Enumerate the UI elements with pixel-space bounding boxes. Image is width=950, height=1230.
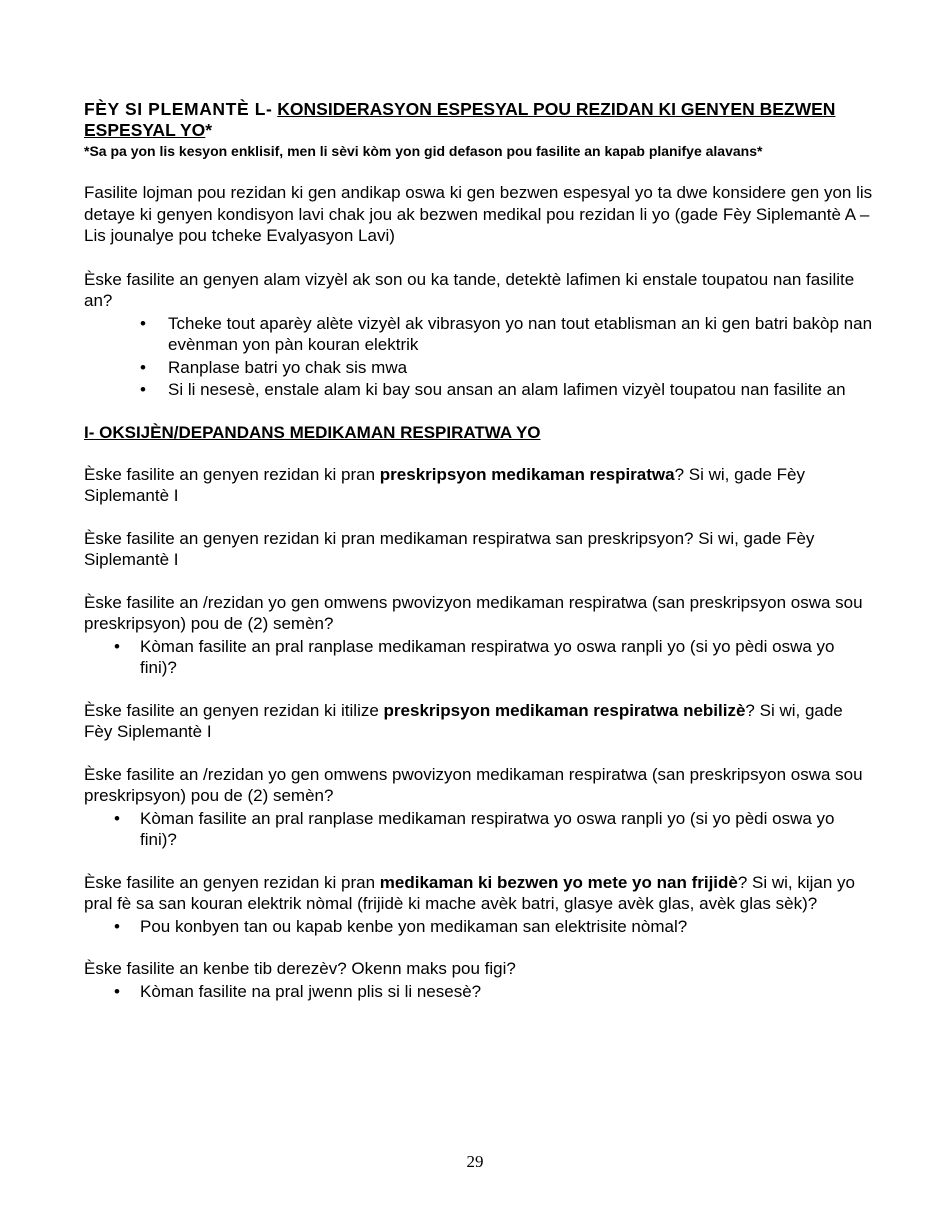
list-item [84, 981, 874, 1003]
section-heading: I- OKSIJÈN/DEPANDANS MEDIKAMAN RESPIRATWA YO [84, 422, 541, 442]
question-6 [84, 872, 874, 915]
list-item [84, 808, 874, 851]
question-text: ? Si wi, gade Fèy Siplemantè I [84, 700, 843, 741]
question-3: Èske fasilite an /rezidan yo gen omwens pwovizyon medikaman respiratwa (san preskripsyon oswa sou preskripsyon) pou de (2) semèn? [84, 592, 863, 633]
bullet-icon: • [140, 357, 146, 377]
bullet-icon: • [114, 916, 120, 936]
list-item [84, 916, 874, 938]
bullet-icon: • [140, 313, 146, 333]
list-item-text: Kòman fasilite na pral jwenn plis si li nesesè? [140, 981, 482, 1001]
bullet-icon: • [140, 380, 146, 399]
question-2: Èske fasilite an genyen rezidan ki pran medikaman respiratwa san preskripsyon? Si wi, gade Fèy Siplemantè I [84, 528, 815, 569]
question-text: Èske fasilite an genyen rezidan ki pran [84, 464, 380, 484]
list-item-text: Kòman fasilite an pral ranplase medikaman respiratwa yo oswa ranpli yo (si yo pèdi oswa yo fini)? [140, 808, 835, 849]
page-title [84, 99, 874, 141]
list-item-text: Pou konbyen tan ou kapab kenbe yon medikaman san elektrisite nòmal? [140, 916, 688, 936]
question-text: Èske fasilite an genyen rezidan ki itilize [84, 700, 384, 720]
question-bold-text: preskripsyon medikaman respiratwa nebilizè [383, 700, 746, 720]
list-item-text: Ranplase batri yo chak sis mwa [168, 357, 408, 377]
bullet-icon: • [114, 981, 120, 1001]
list-item [84, 313, 874, 356]
alarm-question: Èske fasilite an genyen alam vizyèl ak son ou ka tande, detektè lafimen ki enstale toupatou nan fasilite an? [84, 269, 855, 310]
alarm-bullet-list [84, 313, 874, 401]
question-5: Èske fasilite an /rezidan yo gen omwens pwovizyon medikaman respiratwa (san preskripsyon oswa sou preskripsyon) pou de (2) semèn? [84, 764, 863, 805]
question-bold-text: medikaman ki bezwen yo mete yo nan frijidè [379, 872, 738, 892]
question-bold-text: preskripsyon medikaman respiratwa [379, 464, 675, 484]
bullet-icon: • [114, 636, 120, 656]
question-text: Èske fasilite an genyen rezidan ki pran [84, 872, 380, 892]
page-number: 29 [466, 1152, 484, 1171]
document-page [84, 99, 874, 1002]
title-prefix: FÈY SI PLEMANTÈ L- [84, 99, 273, 119]
question-7-bullets [84, 981, 874, 1003]
bullet-icon: • [114, 808, 120, 828]
list-item [84, 636, 874, 679]
question-7: Èske fasilite an kenbe tib derezèv? Okenn maks pou figi? [84, 959, 516, 978]
title-asterisk: * [205, 120, 213, 140]
question-3-bullets [84, 636, 874, 679]
question-4 [84, 700, 874, 743]
list-item [84, 379, 874, 401]
title-underlined: KONSIDERASYON ESPESYAL POU REZIDAN KI GENYEN BEZWEN ESPESYAL YO [84, 99, 836, 140]
question-text: ? Si wi, kijan yo pral fè sa san kouran elektrik nòmal (frijidè ki mache avèk batri, glasye avèk glas, avèk glas sèk)? [84, 872, 856, 913]
question-1 [84, 464, 874, 507]
list-item [84, 357, 874, 379]
list-item-text: Tcheke tout aparèy alète vizyèl ak vibrasyon yo nan tout etablisman an ki gen batri bakòp nan evènman yon pàn kouran elektrik [168, 313, 873, 354]
question-6-bullets [84, 916, 874, 938]
intro-paragraph: Fasilite lojman pou rezidan ki gen andikap oswa ki gen bezwen espesyal yo ta dwe konsidere gen yon lis detaye ki genyen kondisyon lavi chak jou ak bezwen medikal pou rezidan li yo (gade Fèy Siplemantè A – Lis jounalye pou tcheke Evalyasyon Lavi) [84, 183, 873, 245]
list-item-text: Kòman fasilite an pral ranplase medikaman respiratwa yo oswa ranpli yo (si yo pèdi oswa yo fini)? [140, 636, 835, 677]
list-item-text: Si li nesesè, enstale alam ki bay sou ansan an alam lafimen vizyèl toupatou nan fasilite an [168, 380, 846, 399]
question-text: ? Si wi, gade Fèy Siplemantè I [84, 464, 805, 505]
disclaimer: *Sa pa yon lis kesyon enklisif, men li sèvi kòm yon gid defason pou fasilite an kapab planifye alavans* [84, 143, 763, 159]
question-5-bullets [84, 808, 874, 851]
